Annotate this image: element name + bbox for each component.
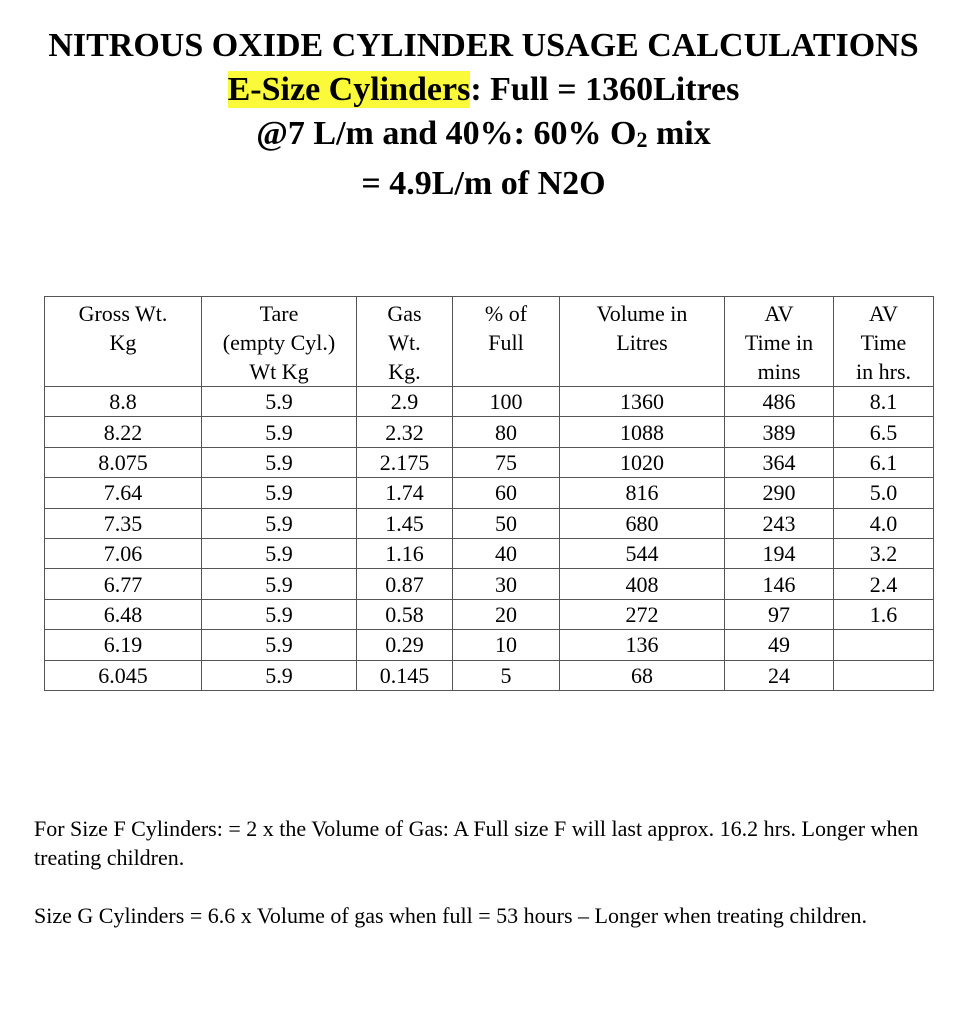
column-header (202, 297, 357, 387)
oxygen-subscript: 2 (636, 127, 648, 152)
note-size-g: Size G Cylinders = 6.6 x Volume of gas when full = 53 hours – Longer when treating children. (34, 903, 867, 928)
table-cell: 364 (725, 447, 834, 477)
table-cell: 146 (725, 569, 834, 599)
column-header-line: (empty Cyl.) (222, 330, 336, 355)
table-cell: 5.9 (202, 387, 357, 417)
table-cell: 5.9 (202, 599, 357, 629)
table-cell: 2.4 (834, 569, 934, 599)
table-cell: 486 (725, 387, 834, 417)
table-cell: 49 (725, 630, 834, 660)
table-cell: 0.145 (357, 660, 453, 690)
column-header-line: in hrs. (856, 359, 911, 384)
title-flow-rate-text: @7 L/m and 40%: 60% O (256, 115, 637, 152)
table-cell: 7.06 (45, 538, 202, 568)
column-header-line: Gas (387, 301, 422, 326)
table-cell: 6.48 (45, 599, 202, 629)
column-header (453, 297, 560, 387)
table-row (45, 599, 934, 629)
column-header-line: AV (869, 301, 898, 326)
table-cell: 2.32 (357, 417, 453, 447)
notes-section (34, 814, 934, 959)
table-cell: 5.9 (202, 417, 357, 447)
table-cell: 5.9 (202, 478, 357, 508)
column-header (560, 297, 725, 387)
table-cell: 5.9 (202, 630, 357, 660)
table-cell: 6.045 (45, 660, 202, 690)
table-cell: 2.9 (357, 387, 453, 417)
table-cell: 2.175 (357, 447, 453, 477)
table-cell: 100 (453, 387, 560, 417)
title-flow-rate (0, 112, 967, 162)
column-header (357, 297, 453, 387)
table-cell: 8.075 (45, 447, 202, 477)
table-cell: 290 (725, 478, 834, 508)
column-header-line: Volume in (596, 301, 688, 326)
table-cell: 10 (453, 630, 560, 660)
table-cell: 6.5 (834, 417, 934, 447)
column-header-line: Full (488, 330, 524, 355)
table-row (45, 630, 934, 660)
column-header-line: Wt Kg (249, 359, 309, 384)
table-cell: 389 (725, 417, 834, 447)
table-row (45, 538, 934, 568)
table-cell: 97 (725, 599, 834, 629)
table-cell: 272 (560, 599, 725, 629)
table-cell: 0.87 (357, 569, 453, 599)
table-cell: 1088 (560, 417, 725, 447)
column-header-line: % of (484, 301, 528, 326)
table-cell: 5.0 (834, 478, 934, 508)
table-cell: 7.64 (45, 478, 202, 508)
table-cell: 40 (453, 538, 560, 568)
table-body (45, 387, 934, 691)
table-cell (834, 630, 934, 660)
column-header-line: Time in (744, 330, 814, 355)
table-row (45, 569, 934, 599)
column-header (45, 297, 202, 387)
table-cell: 68 (560, 660, 725, 690)
table-cell: 1.6 (834, 599, 934, 629)
table-cell: 408 (560, 569, 725, 599)
note-size-f: For Size F Cylinders: = 2 x the Volume of Gas: A Full size F will last approx. 16.2 hrs. Longer when treating children. (34, 816, 919, 870)
table-cell: 136 (560, 630, 725, 660)
table-cell: 680 (560, 508, 725, 538)
table-cell: 5.9 (202, 569, 357, 599)
table-cell: 30 (453, 569, 560, 599)
column-header (834, 297, 934, 387)
table-cell: 194 (725, 538, 834, 568)
table-row (45, 417, 934, 447)
table-cell: 3.2 (834, 538, 934, 568)
table-cell: 20 (453, 599, 560, 629)
table-cell: 6.1 (834, 447, 934, 477)
table-cell: 243 (725, 508, 834, 538)
table-cell: 50 (453, 508, 560, 538)
highlighted-cylinder-size: E-Size Cylinders (227, 71, 471, 108)
title-flow-rate-mix: mix (647, 115, 711, 152)
title-main: NITROUS OXIDE CYLINDER USAGE CALCULATIONS (48, 27, 919, 64)
column-header-line: Litres (616, 330, 668, 355)
table-cell: 8.22 (45, 417, 202, 447)
table-cell: 75 (453, 447, 560, 477)
table-cell: 8.8 (45, 387, 202, 417)
usage-table (44, 296, 934, 691)
table-cell (834, 660, 934, 690)
table-cell: 1.45 (357, 508, 453, 538)
table-cell: 7.35 (45, 508, 202, 538)
table-cell: 6.19 (45, 630, 202, 660)
table-cell: 1360 (560, 387, 725, 417)
table-row (45, 508, 934, 538)
column-header-line: Wt. (388, 330, 421, 355)
table-cell: 5.9 (202, 538, 357, 568)
title-full-volume: : Full = 1360Litres (470, 71, 740, 108)
table-row (45, 387, 934, 417)
table-cell: 5 (453, 660, 560, 690)
table-cell: 8.1 (834, 387, 934, 417)
column-header-line: mins (757, 359, 801, 384)
column-header-line: Time (860, 330, 907, 355)
table-cell: 1.74 (357, 478, 453, 508)
table-cell: 5.9 (202, 447, 357, 477)
table-cell: 80 (453, 417, 560, 447)
table-cell: 6.77 (45, 569, 202, 599)
column-header-line: Gross Wt. (78, 301, 168, 326)
column-header (725, 297, 834, 387)
column-header-line: AV (764, 301, 794, 326)
title-cylinder-size (0, 68, 967, 112)
table-cell: 0.29 (357, 630, 453, 660)
table-cell: 60 (453, 478, 560, 508)
column-header-line: Tare (259, 301, 299, 326)
table-row (45, 660, 934, 690)
table-cell: 1020 (560, 447, 725, 477)
table-cell: 816 (560, 478, 725, 508)
table-row (45, 478, 934, 508)
column-header-line: Kg. (388, 359, 421, 384)
table-cell: 1.16 (357, 538, 453, 568)
table-header-row (45, 297, 934, 387)
table-cell: 4.0 (834, 508, 934, 538)
table-cell: 5.9 (202, 660, 357, 690)
table-cell: 5.9 (202, 508, 357, 538)
title-n2o-rate: = 4.9L/m of N2O (361, 165, 606, 202)
table-cell: 0.58 (357, 599, 453, 629)
table-cell: 544 (560, 538, 725, 568)
title-block (0, 24, 967, 206)
column-header-line: Kg (109, 330, 137, 355)
table-row (45, 447, 934, 477)
table-cell: 24 (725, 660, 834, 690)
